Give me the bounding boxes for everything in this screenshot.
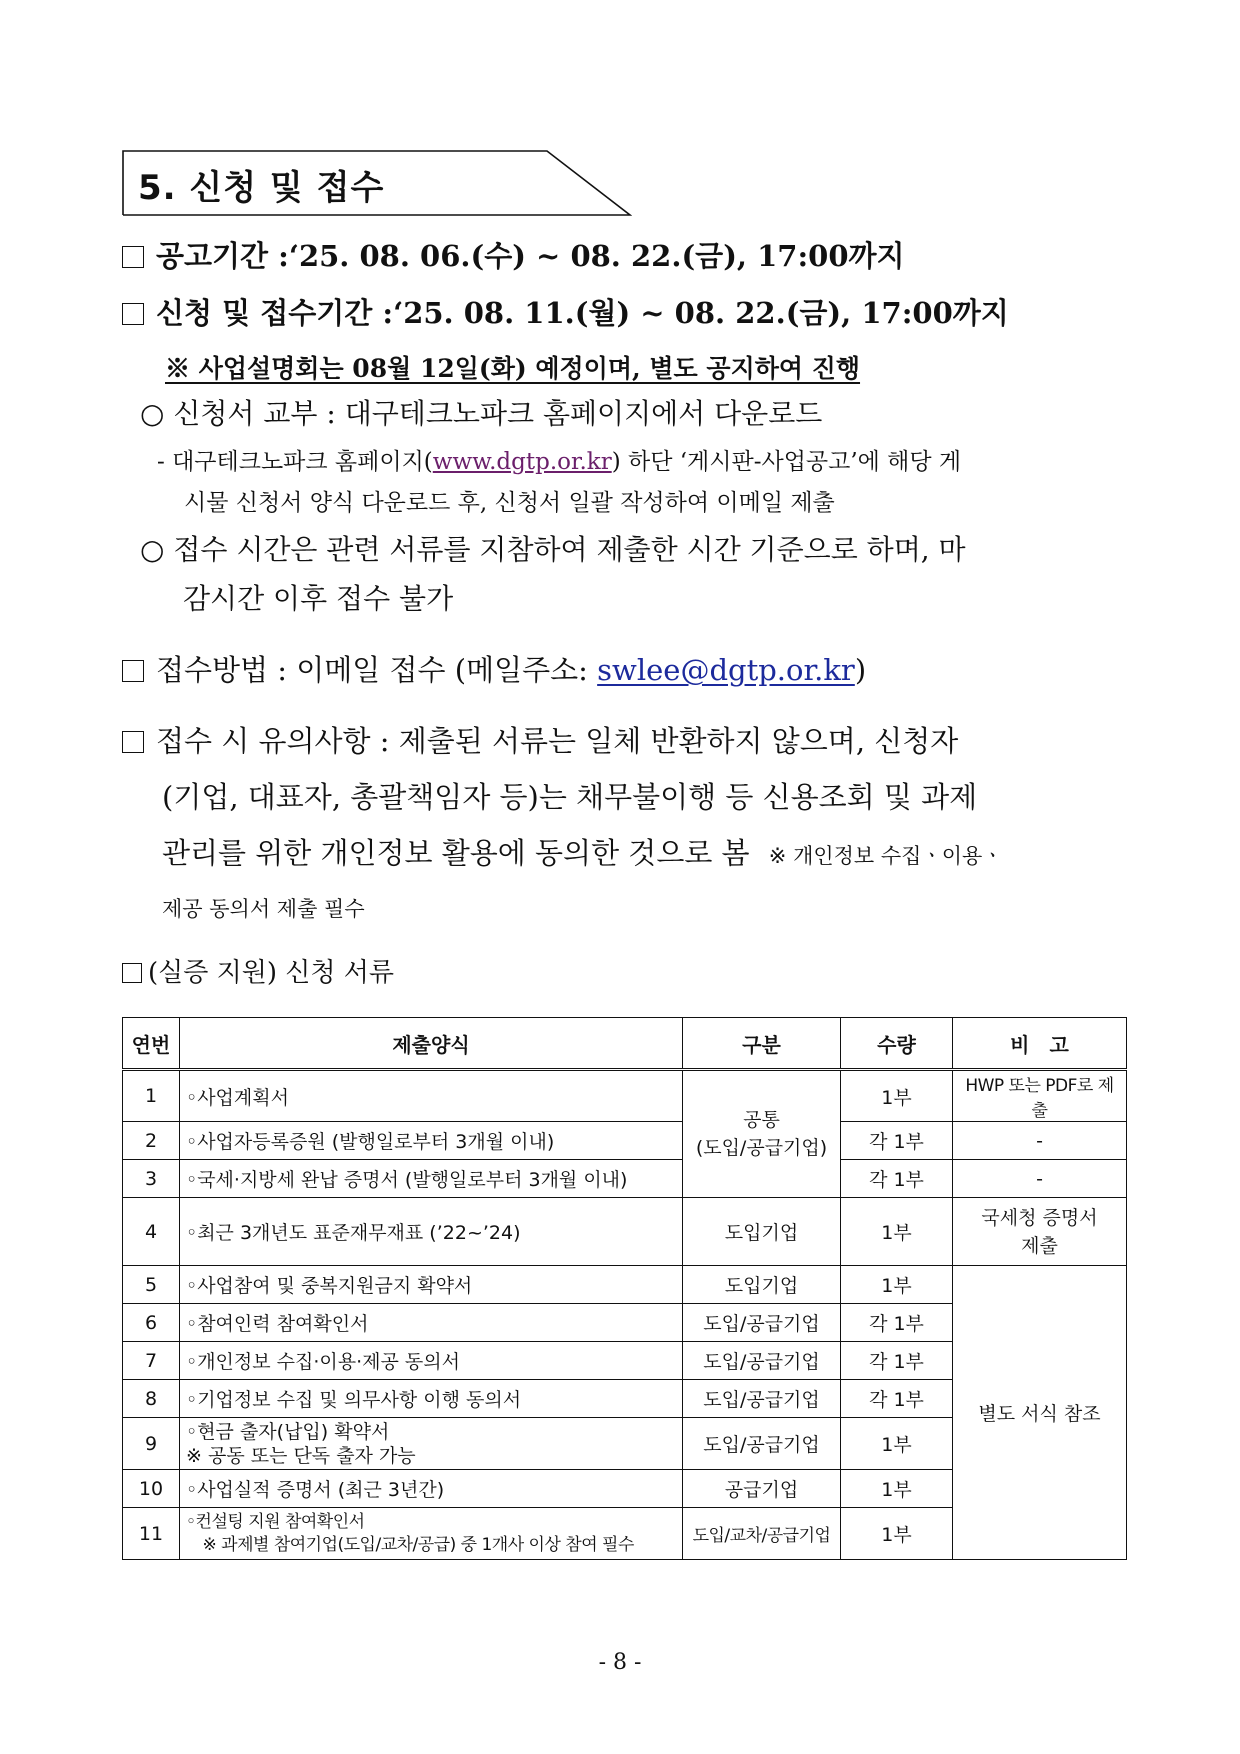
row-note: HWP 또는 PDF로 제출 [953,1070,1127,1122]
section-header [122,150,632,216]
form-detail-line-2: 시물 신청서 양식 다운로드 후, 신청서 일괄 작성하여 이메일 제출 [184,490,835,516]
row-note: 별도 서식 참조 [953,1266,1127,1560]
checkbox-square-icon [122,303,144,325]
row-form: ◦사업실적 증명서 (최근 3년간) [180,1470,683,1508]
row-form: ◦최근 3개년도 표준재무재표 (’22~’24) [180,1198,683,1266]
email-link[interactable]: swlee@dgtp.or.kr [597,653,855,687]
row-no: 7 [123,1342,180,1380]
table-row [123,1266,1127,1304]
checkbox-square-icon [122,660,144,682]
table-row [123,1070,1127,1122]
page-number: - 8 - [598,1650,642,1675]
method-close: ) [854,653,867,687]
header-note: 비 고 [953,1018,1127,1070]
row-type: 도입/교차/공급기업 [683,1508,841,1560]
receipt-time-line-2: 감시간 이후 접수 불가 [183,582,454,615]
row-no: 10 [123,1470,180,1508]
table-header-row [123,1018,1127,1070]
row-form: ◦사업자등록증원 (발행일로부터 3개월 이내) [180,1122,683,1160]
docs-heading: (실증 지원) 신청 서류 [148,958,395,988]
method-line [122,648,866,689]
row-type: 공통 (도입/공급기업) [683,1070,841,1198]
row-no: 11 [123,1508,180,1560]
caution-line-3 [162,824,1003,885]
caution-text-1: 접수 시 유의사항 : 제출된 서류는 일체 반환하지 않으며, 신청자 [156,724,959,758]
checkbox-square-icon [122,963,142,983]
caution-text-3: 관리를 위한 개인정보 활용에 동의한 것으로 봄 [162,836,750,870]
dgtp-website-link[interactable]: www.dgtp.or.kr [432,449,612,475]
row-qty: 각 1부 [841,1160,953,1198]
checkbox-square-icon [122,731,144,753]
caution-line-1 [122,712,958,770]
caution-note-1: ※ 개인정보 수집ㆍ이용ㆍ [768,844,1003,868]
form-detail-line-1 [157,443,961,476]
row-qty: 1부 [841,1470,953,1508]
row-qty: 각 1부 [841,1304,953,1342]
apply-period-text: 신청 및 접수기간 :‘25. 08. 11.(월) ~ 08. 22.(금), 17:00까지 [156,296,1009,330]
row-qty: 각 1부 [841,1342,953,1380]
caution-line-2: (기업, 대표자, 총괄책임자 등)는 채무불이행 등 신용조회 및 과제 [162,780,978,814]
briefing-note: ※ 사업설명회는 08월 12일(화) 예정이며, 별도 공지하여 진행 [165,354,861,383]
header-no: 연번 [123,1018,180,1070]
row-no: 1 [123,1070,180,1122]
row-no: 8 [123,1380,180,1418]
row-qty: 각 1부 [841,1380,953,1418]
apply-period-line [122,291,1009,332]
documents-table [122,1017,1127,1560]
row-form: ◦참여인력 참여확인서 [180,1304,683,1342]
row-no: 4 [123,1198,180,1266]
caution-note-2: 제공 동의서 제출 필수 [162,897,365,921]
row-qty: 1부 [841,1418,953,1470]
header-type: 구분 [683,1018,841,1070]
row-note: - [953,1160,1127,1198]
header-form: 제출양식 [180,1018,683,1070]
notice-period-text: 공고기간 :‘25. 08. 06.(수) ~ 08. 22.(금), 17:00까지 [156,239,905,273]
notice-period-line [122,234,905,275]
row-type: 도입/공급기업 [683,1380,841,1418]
form-detail-pre: - 대구테크노파크 홈페이지( [157,449,433,475]
row-qty: 1부 [841,1070,953,1122]
row-note: 국세청 증명서 제출 [953,1198,1127,1266]
row-type: 도입기업 [683,1198,841,1266]
row-form: ◦국세·지방세 완납 증명서 (발행일로부터 3개월 이내) [180,1160,683,1198]
row-no: 6 [123,1304,180,1342]
row-form: ◦사업계획서 [180,1070,683,1122]
form-distribution: ○ 신청서 교부 : 대구테크노파크 홈페이지에서 다운로드 [140,397,823,430]
receipt-time-line-1: ○ 접수 시간은 관련 서류를 지참하여 제출한 시간 기준으로 하며, 마 [140,533,966,566]
row-qty: 1부 [841,1508,953,1560]
row-note: - [953,1122,1127,1160]
row-no: 5 [123,1266,180,1304]
row-form: ◦개인정보 수집·이용·제공 동의서 [180,1342,683,1380]
row-type: 도입/공급기업 [683,1342,841,1380]
row-no: 9 [123,1418,180,1470]
form-detail-post: ) 하단 ‘게시판-사업공고’에 해당 게 [611,449,962,475]
row-qty: 각 1부 [841,1122,953,1160]
header-qty: 수량 [841,1018,953,1070]
row-form: ◦컨설팅 지원 참여확인서 ※ 과제별 참여기업(도입/교차/공급) 중 1개사 이상 참여 필수 [180,1508,683,1560]
row-no: 3 [123,1160,180,1198]
row-form: ◦사업참여 및 중복지원금지 확약서 [180,1266,683,1304]
method-text: 접수방법 : 이메일 접수 (메일주소: [156,653,598,687]
row-type: 도입/공급기업 [683,1418,841,1470]
row-qty: 1부 [841,1198,953,1266]
section-title: 5. 신청 및 접수 [138,168,385,208]
row-form: ◦기업정보 수집 및 의무사항 이행 동의서 [180,1380,683,1418]
table-row [123,1198,1127,1266]
row-type: 공급기업 [683,1470,841,1508]
docs-heading-line [122,952,394,989]
table-row [123,1122,1127,1160]
row-qty: 1부 [841,1266,953,1304]
row-no: 2 [123,1122,180,1160]
row-type: 도입/공급기업 [683,1304,841,1342]
row-type: 도입기업 [683,1266,841,1304]
table-row [123,1160,1127,1198]
row-form: ◦현금 출자(납입) 확약서 ※ 공동 또는 단독 출자 가능 [180,1418,683,1470]
checkbox-square-icon [122,246,144,268]
